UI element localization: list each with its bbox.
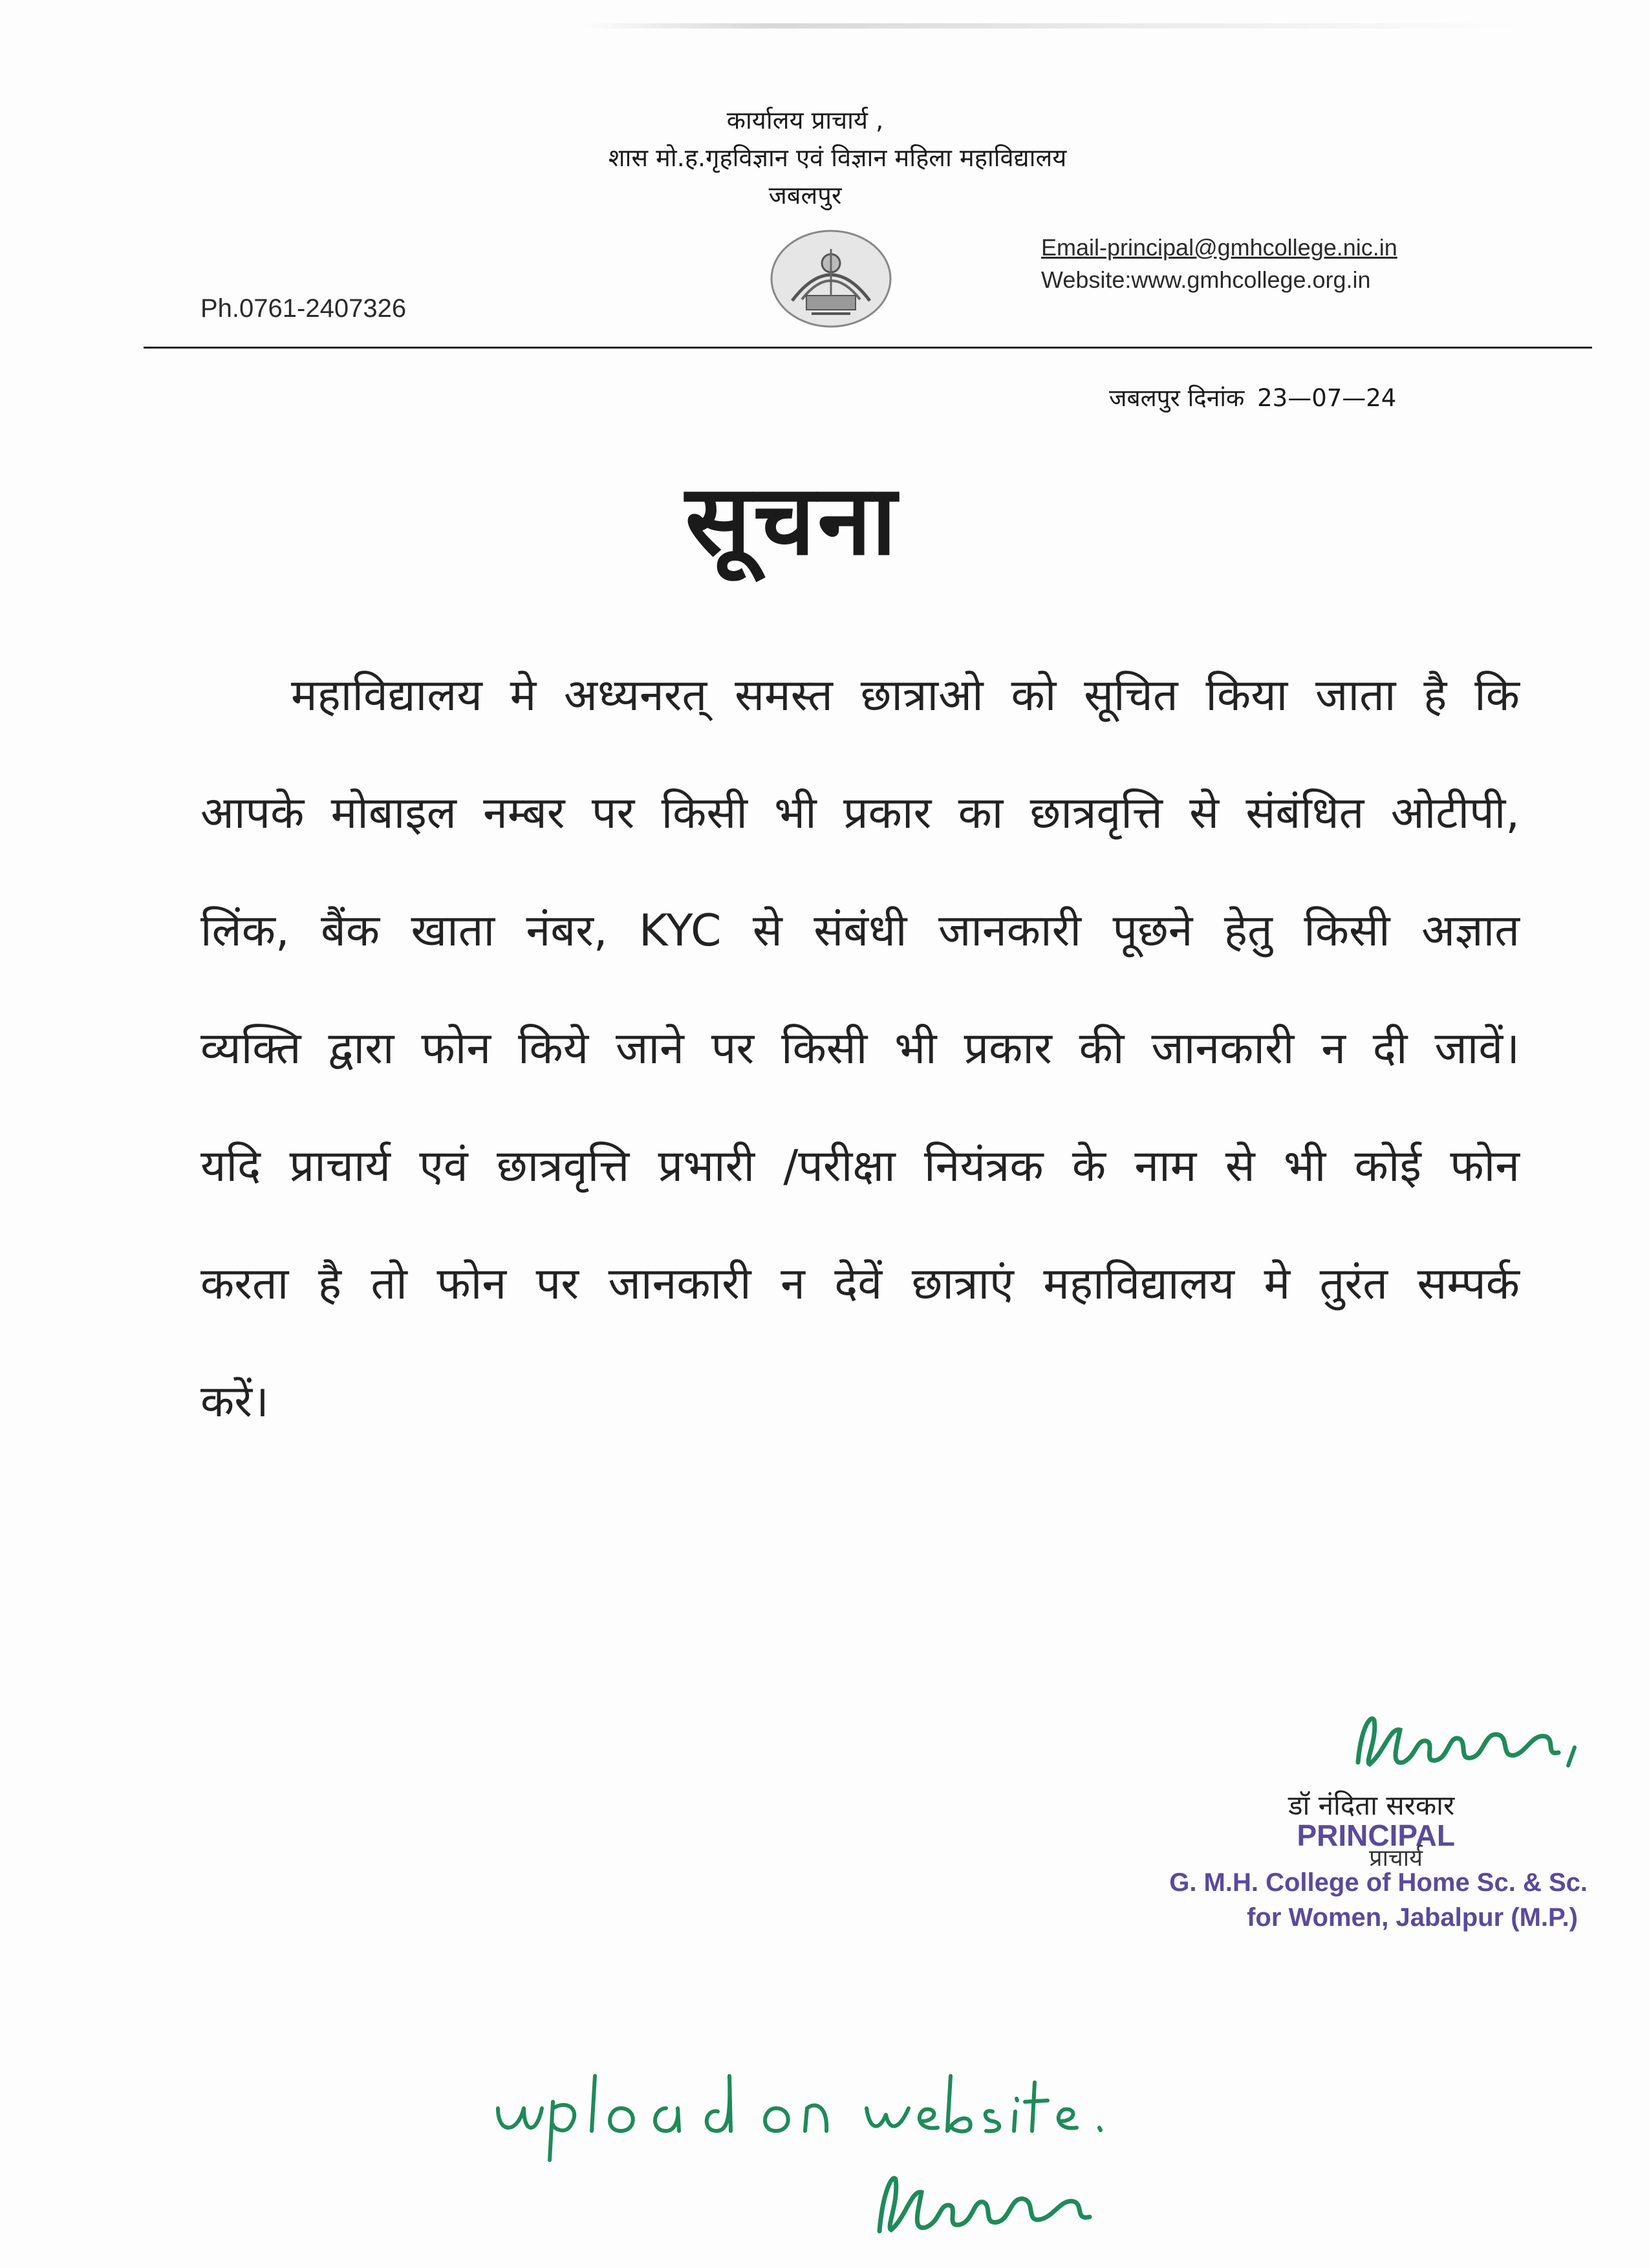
stamp-line-2: for Women, Jabalpur (M.P.): [1247, 1903, 1578, 1932]
contact-email[interactable]: Email-principal@gmhcollege.nic.in: [1041, 234, 1397, 261]
college-city: जबलपुर: [768, 181, 842, 210]
handwritten-signature-bottom: [867, 2160, 1112, 2244]
notice-body: महाविद्यालय मे अध्यनरत् समस्त छात्राओ को सूचित किया जाता है कि आपके मोबाइल नम्बर पर किसी भी प्रकार का छात्रवृत्ति से संबंधित ओटीपी, लिंक, बैंक खाता नंबर, KYC से संबंधी जानकारी पूछने हेतु किसी अज्ञात व्यक्ति द्वारा फोन किये जाने पर किसी भी प्रकार की जानकारी न दी जावें। यदि प्राचार्य एवं छात्रवृत्ति प्रभारी /परीक्षा नियंत्रक के नाम से भी कोई फोन करता है तो फोन पर जानकारी न देवें छात्राएं महाविद्यालय मे तुरंत सम्पर्क करें।: [200, 670, 1520, 1427]
college-name: शास मो.ह.गृहविज्ञान एवं विज्ञान महिला महाविद्यालय: [608, 144, 1067, 172]
stamp-title: PRINCIPAL: [1297, 1819, 1455, 1852]
date-value: 23—07—24: [1257, 384, 1397, 412]
office-title: कार्यालय प्राचार्य ,: [726, 106, 884, 135]
principal-stamp: [1164, 1817, 1617, 1935]
notice-title: सूचना: [685, 464, 900, 577]
date-line: [1109, 380, 1396, 413]
header-divider: [144, 347, 1592, 349]
stamp-subtitle: प्राचार्य: [1369, 1844, 1423, 1871]
state-emblem-icon: [766, 223, 896, 330]
stamp-line-1: G. M.H. College of Home Sc. & Sc.: [1169, 1868, 1588, 1897]
scan-artifact: [582, 23, 1520, 28]
principal-signature: [1345, 1701, 1591, 1778]
contact-phone: Ph.0761-2407326: [200, 294, 407, 323]
signatory-name: डॉ नंदिता सरकार: [1288, 1789, 1455, 1821]
date-label: जबलपुर दिनांक: [1109, 384, 1245, 412]
contact-website: Website:www.gmhcollege.org.in: [1041, 266, 1371, 293]
handwritten-upload-note: [491, 2063, 1112, 2166]
